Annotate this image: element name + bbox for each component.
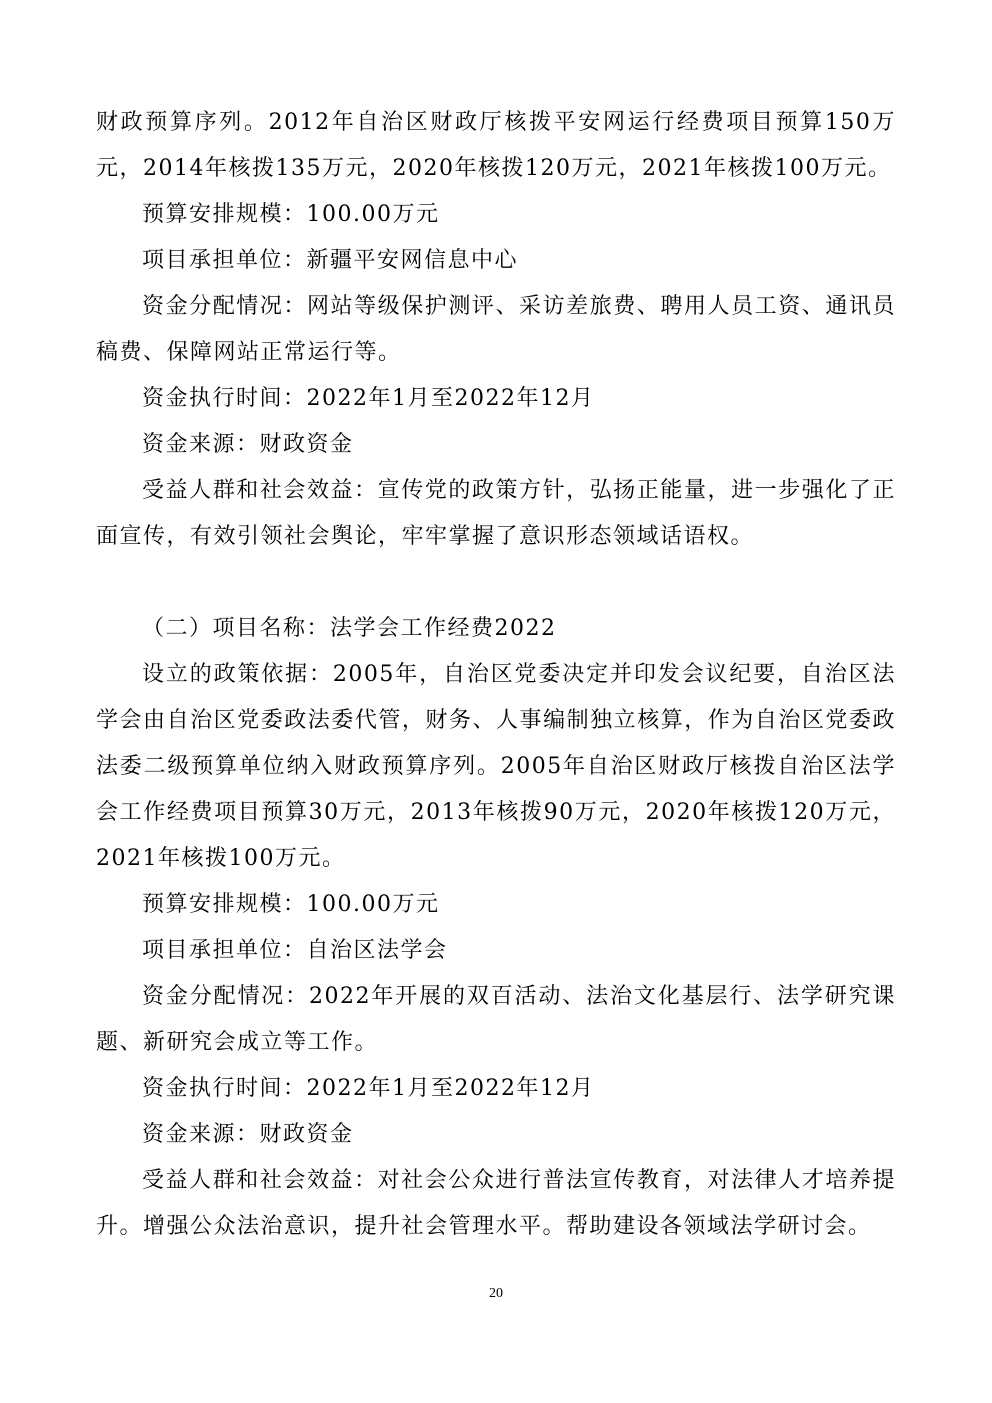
beneficiaries-2: 受益人群和社会效益：对社会公众进行普法宣传教育，对法律人才培养提升。增强公众法治意识，提升社会管理水平。帮助建设各领域法学研讨会。 bbox=[96, 1168, 896, 1239]
responsible-unit-1: 项目承担单位：新疆平安网信息中心 bbox=[142, 248, 519, 273]
responsible-unit-2: 项目承担单位：自治区法学会 bbox=[142, 938, 448, 963]
budget-scale-1: 预算安排规模：100.00万元 bbox=[142, 202, 440, 227]
fund-allocation-1: 资金分配情况：网站等级保护测评、采访差旅费、聘用人员工资、通讯员稿费、保障网站正常运行等。 bbox=[96, 294, 896, 365]
section-gap bbox=[96, 560, 896, 606]
document-body bbox=[96, 100, 896, 1250]
policy-basis-2: 设立的政策依据：2005年，自治区党委决定并印发会议纪要，自治区法学会由自治区党委政法委代管，财务、人事编制独立核算，作为自治区党委政法委二级预算单位纳入财政预算序列。2005年自治区财政厅核拨自治区法学会工作经费项目预算30万元，2013年核拨90万元，2020年核拨120万元，2021年核拨100万元。 bbox=[96, 662, 896, 871]
fund-source-1: 资金来源：财政资金 bbox=[142, 432, 354, 457]
fund-source-2: 资金来源：财政资金 bbox=[142, 1122, 354, 1147]
execution-time-1: 资金执行时间：2022年1月至2022年12月 bbox=[142, 386, 595, 411]
beneficiaries-1: 受益人群和社会效益：宣传党的政策方针，弘扬正能量，进一步强化了正面宣传，有效引领社会舆论，牢牢掌握了意识形态领域话语权。 bbox=[96, 478, 896, 549]
section-title-2: （二）项目名称：法学会工作经费2022 bbox=[142, 616, 557, 641]
fund-allocation-2: 资金分配情况：2022年开展的双百活动、法治文化基层行、法学研究课题、新研究会成立等工作。 bbox=[96, 984, 896, 1055]
budget-scale-2: 预算安排规模：100.00万元 bbox=[142, 892, 440, 917]
page-number: 20 bbox=[489, 1286, 503, 1301]
execution-time-2: 资金执行时间：2022年1月至2022年12月 bbox=[142, 1076, 595, 1101]
paragraph-continuation: 财政预算序列。2012年自治区财政厅核拨平安网运行经费项目预算150万元，2014年核拨135万元，2020年核拨120万元，2021年核拨100万元。 bbox=[96, 110, 896, 181]
